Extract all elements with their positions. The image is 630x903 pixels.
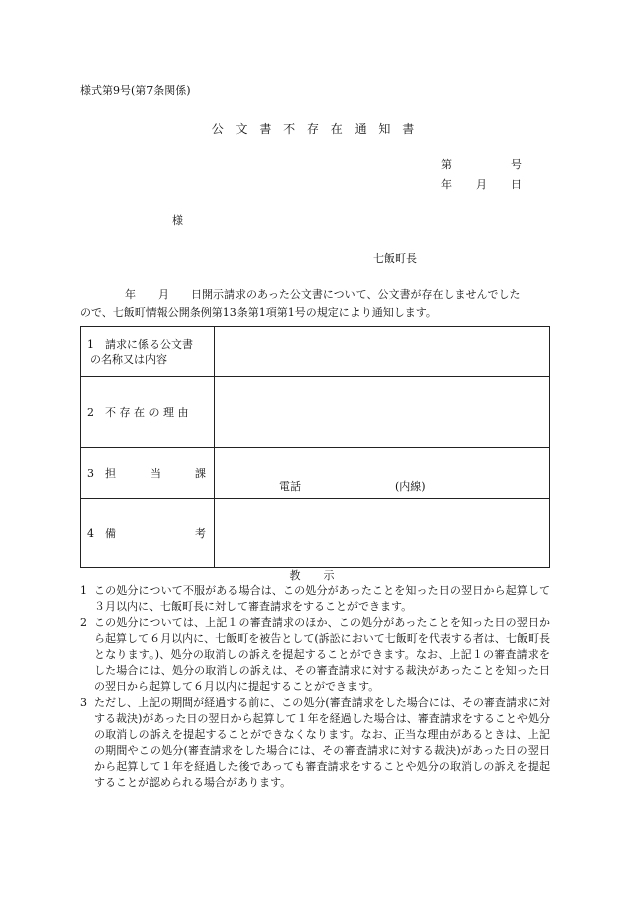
teaching-title: 教 示 xyxy=(289,569,341,582)
teaching-item xyxy=(80,695,550,791)
extension-label: (内線) xyxy=(395,480,426,493)
teaching-item-number: 3 xyxy=(80,696,87,709)
table-row xyxy=(81,377,550,448)
form-number: 様式第9号(第7条関係) xyxy=(80,84,191,97)
remarks-label xyxy=(81,499,215,568)
notice-body xyxy=(80,286,550,322)
department-value[interactable] xyxy=(215,448,550,499)
department-label xyxy=(81,448,215,499)
phone-label: 電話 xyxy=(279,480,301,493)
table-row xyxy=(81,499,550,568)
teaching-item-number: 1 xyxy=(80,584,87,597)
teaching-item xyxy=(80,583,550,615)
date-month: 月 xyxy=(476,178,487,191)
date-day: 日 xyxy=(511,178,522,191)
request-label xyxy=(81,327,215,377)
department-label-num: 3 担 xyxy=(87,466,116,480)
reason-label xyxy=(81,377,215,448)
teaching-item-text: ただし、上記の期間が経過する前に、この処分(審査請求をした場合には、その審査請求に対する裁決)があった日の翌日から起算して１年を経過した場合は、審査請求をすることや処分の取消しの訴えを提起することができなくなります。なお、正当な理由があるときは、上記の期間やこの処分(審査請求をした場合には、その審査請求に対する裁決)があった日の翌日から起算して１年を経過した後であっても審査請求をすることや処分の取消しの訴えを提起することが認められる場合があります。 xyxy=(94,696,550,789)
remarks-value[interactable] xyxy=(215,499,550,568)
table-row xyxy=(81,448,550,499)
doc-number-suffix: 号 xyxy=(511,158,522,171)
request-value[interactable] xyxy=(215,327,550,377)
addressee: 様 xyxy=(172,214,183,227)
teaching-list xyxy=(80,583,550,791)
info-table xyxy=(80,326,550,568)
document-title: 公 文 書 不 存 在 通 知 書 xyxy=(211,122,419,136)
teaching-item-number: 2 xyxy=(80,616,87,629)
department-label-end: 課 xyxy=(195,466,206,480)
reason-label-text: 2 不 存 在 の 理 由 xyxy=(87,405,189,419)
table-row xyxy=(81,327,550,377)
notice-line-1: 年 月 日開示請求のあった公文書について、公文書が存在しませんでした xyxy=(125,288,521,301)
date-year: 年 xyxy=(441,178,452,191)
teaching-item-text: この処分については、上記１の審査請求のほか、この処分があったことを知った日の翌日から起算して６月以内に、七飯町を被告として(訴訟において七飯町を代表する者は、七飯町長となります。)、処分の取消しの訴えを提起することができます。なお、上記１の審査請求をした場合には、処分の取消しの訴えは、その審査請求に対する裁決があったことを知った日の翌日から起算して６月以内に提起することができます。 xyxy=(94,616,550,693)
issuer: 七飯町長 xyxy=(373,252,417,265)
doc-number-prefix: 第 xyxy=(441,158,452,171)
remarks-label-num: 4 備 xyxy=(87,526,116,540)
reason-value[interactable] xyxy=(215,377,550,448)
notice-line-2: ので、七飯町情報公開条例第13条第1項第1号の規定により通知します。 xyxy=(80,306,437,319)
request-label-line-1: 1 請求に係る公文書 xyxy=(87,337,193,351)
request-label-line-2: の名称又は内容 xyxy=(90,352,167,366)
teaching-item-text: この処分について不服がある場合は、この処分があったことを知った日の翌日から起算して３月以内に、七飯町長に対して審査請求をすることができます。 xyxy=(94,584,550,613)
department-label-mid: 当 xyxy=(150,466,161,480)
remarks-label-end: 考 xyxy=(195,526,206,540)
teaching-item xyxy=(80,615,550,695)
